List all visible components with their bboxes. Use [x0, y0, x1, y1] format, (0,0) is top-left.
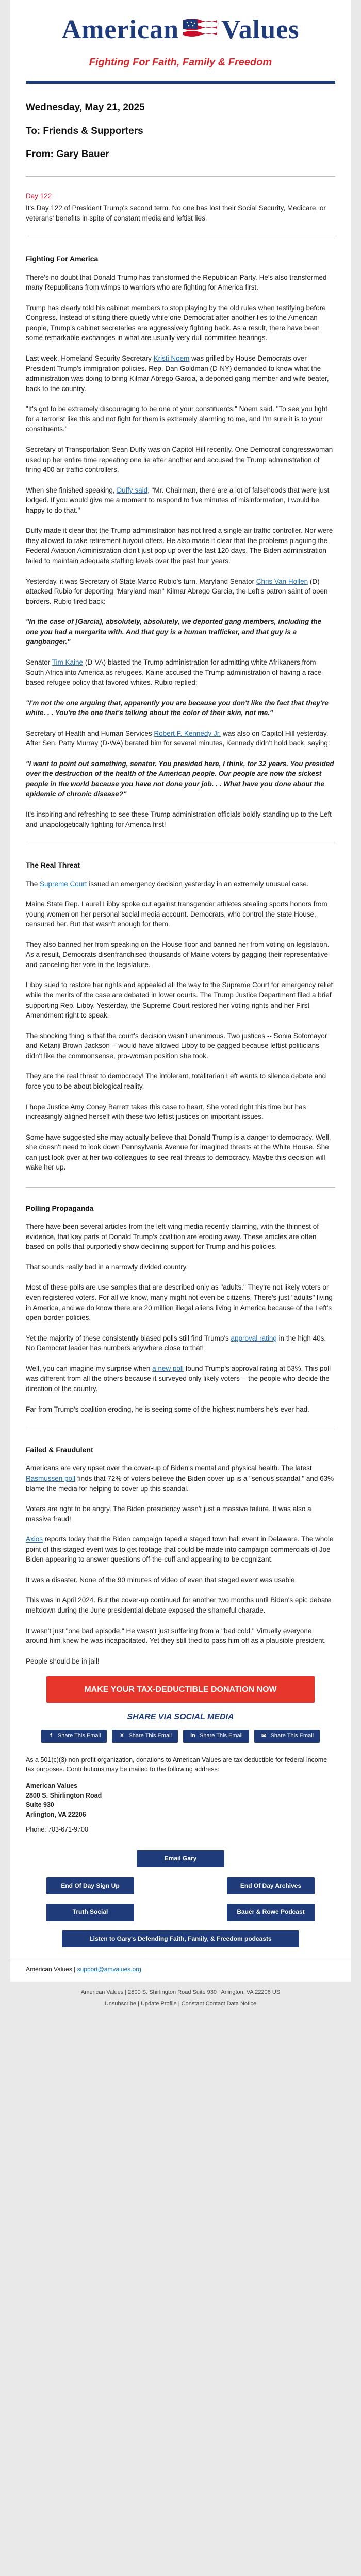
divider: [26, 1187, 335, 1188]
link-chris-van-hollen[interactable]: Chris Van Hollen: [256, 577, 308, 585]
logo: [26, 9, 335, 49]
podcast-button[interactable]: Bauer & Rowe Podcast: [227, 1904, 315, 1921]
email-container: [10, 0, 351, 1982]
email-gary-button[interactable]: Email Gary: [137, 1850, 224, 1867]
logo-text-right: Values: [221, 14, 300, 44]
paragraph: This was in April 2024. But the cover-up continued for another two months until Biden's epic debate meltdown during the June presidential debate exposed the shameful charade.: [26, 1596, 331, 1615]
linkedin-icon: in: [190, 1732, 195, 1739]
paragraph: Trump has clearly told his cabinet members to stop playing by the old rules when testifying before Congress. Instead of sitting there quietly while one Democrat after another lies to the American people, Trump's cabinet secretaries are aggressively fighting back. As a result, there have been some remarkable exchanges in what are usually very dull committee hearings.: [26, 303, 326, 342]
paragraph: They are the real threat to democracy! The intolerant, totalitarian Left wants to silence debate and force you to be about biological reality.: [26, 1072, 326, 1090]
paragraph: It was a disaster. None of the 90 minutes of video of even that staged event was usable.: [26, 1575, 297, 1584]
link-duffy-said[interactable]: Duffy said: [117, 486, 148, 494]
org-name: American Values: [26, 1782, 78, 1789]
paragraph: Secretary of Transportation Sean Duffy was on Capitol Hill recently. One Democrat congresswoman used up her entire time repeating one lie after another and accused the Trump administration of firing 400 air traffic controllers.: [26, 445, 333, 474]
facebook-icon: f: [50, 1732, 52, 1739]
button-row: [46, 1877, 315, 1894]
share-title: SHARE VIA SOCIAL MEDIA: [127, 1713, 234, 1722]
paragraph: Yesterday, it was Secretary of State Marco Rubio's turn. Maryland Senator Chris Van Hollen (D) attacked Rubio for deporting "Maryland man" Kilmar Abrego Garcia, the Left's patron saint of open borders. Rubio fired back:: [26, 577, 328, 605]
paragraph: They also banned her from speaking on the House floor and banned her from voting on legislation. As a result, Democrats disenfranchised thousands of Maine voters by gagging their representative and canceling her vote in the legislature.: [26, 940, 330, 969]
paragraph: There have been several articles from the left-wing media recently claiming, with the thinnest of evidence, that key parts of Donald Trump's coalition are eroding away. These articles are often based on polls that purportedly show declining support for Trump and his policies.: [26, 1223, 319, 1251]
link-axios[interactable]: Axios: [26, 1535, 43, 1544]
paragraph: Libby sued to restore her rights and appealed all the way to the Supreme Court for emergency relief while the merits of the case are debated in lower courts. The Trump Justice Department filed a brief supporting Rep. Libby. Yesterday, the Supreme Court restored her voting rights and her First Amendment right to speak.: [26, 981, 333, 1020]
section-title-fighting: Fighting For America: [26, 255, 99, 263]
paragraph: There's no doubt that Donald Trump has transformed the Republican Party. He's also transformed many Republicans from wimps to warriors who are fighting for America first.: [26, 273, 327, 292]
day-counter: Day 122: [26, 192, 52, 200]
paragraph: Maine State Rep. Laurel Libby spoke out against transgender athletes stealing sports honors from young women on her personal social media account. Democrats, who control the state House, censured her. But that wasn't enough for them.: [26, 900, 327, 928]
share-row: [26, 1730, 335, 1743]
phone: Phone: 703-671-9700: [26, 1825, 88, 1833]
address-line: Suite 930: [26, 1801, 54, 1809]
link-new-poll[interactable]: a new poll: [152, 1364, 184, 1372]
paragraph: "It's got to be extremely discouraging to be one of your constituents," Noem said. "To see you fight for a terrorist like this and not fight for them is extremely alarming to me, and I'm sure it is to your constituents.": [26, 405, 328, 433]
paragraph: That sounds really bad in a narrowly divided country.: [26, 1263, 188, 1271]
mailing-address: [26, 1781, 335, 1835]
paragraph: Duffy made it clear that the Trump administration has not fired a single air traffic controller. Nor were they allowed to take retirement buyout offers. He also made it clear that the problems plaguing the Federal Aviation Administration didn't just pop up over the last 120 days. The Biden administration failed to maintain adequate staffing levels over the past four years.: [26, 527, 333, 565]
paragraph: It's inspiring and refreshing to see these Trump administration officials boldly standing up to the Left and unapologetically fighting for America first!: [26, 810, 332, 828]
link-tim-kaine[interactable]: Tim Kaine: [52, 658, 84, 666]
section-title-real-threat: The Real Threat: [26, 861, 80, 870]
button-row: [46, 1904, 315, 1921]
paragraph: People should be in jail!: [26, 1657, 100, 1665]
outer-footer-address: American Values | 2800 S. Shirlington Road Suite 930 | Arlington, VA 22206 US: [80, 1989, 281, 1996]
link-supreme-court[interactable]: Supreme Court: [40, 879, 87, 888]
paragraph: When she finished speaking, Duffy said, "Mr. Chairman, there are a lot of falsehoods that were just lodged. If you would give me a moment to respond to five minutes of misinformation, I would be happy to do that.": [26, 486, 330, 514]
paragraph: Axios reports today that the Biden campaign taped a staged town hall event in Delaware. The whole point of this staged event was to get footage that could be made into campaign commercials of Joe Biden appearing to answer questions off-the-cuff and appearing to be cognizant.: [26, 1535, 334, 1564]
logo-text-left: American: [61, 14, 179, 44]
email-to: To: Friends & Supporters: [26, 125, 143, 137]
paragraph: I hope Justice Amy Coney Barrett takes this case to heart. She voted right this time but has increasingly aligned herself with these two leftist justices on important issues.: [26, 1103, 306, 1121]
quote: "In the case of [Garcia], absolutely, absolutely, we deported gang members, including the one you had a margarita with. And that guy is a human trafficker, and that guy is a gangbanger.": [26, 618, 322, 646]
paragraph: Secretary of Health and Human Services Robert F. Kennedy Jr. was also on Capitol Hill yesterday. After Sen. Patty Murray (D-WA) berated him for several minutes, Kennedy didn't hold back, saying:: [26, 729, 330, 748]
link-approval-rating[interactable]: approval rating: [231, 1334, 277, 1342]
paragraph: Well, you can imagine my surprise when a new poll found Trump's approval rating at 53%. This poll was different from all the others because it surveyed only likely voters -- the people who decide the direction of the country.: [26, 1364, 331, 1393]
quote: "I want to point out something, senator. You presided here, I think, for 32 years. You presided over the destruction of the health of the American people. Our people are now the sickest people in the world because you have not done your job. . . What have you done about the epidemic of chronic disease?": [26, 759, 334, 798]
share-linkedin-button[interactable]: in Share This Email: [183, 1730, 249, 1743]
share-facebook-button[interactable]: f Share This Email: [41, 1730, 107, 1743]
address-line: Arlington, VA 22206: [26, 1811, 86, 1819]
paragraph: Voters are right to be angry. The Biden presidency wasn't just a massive failure. It was also a massive fraud!: [26, 1505, 311, 1523]
intro-paragraph: It's Day 122 of President Trump's second term. No one has lost their Social Security, Medicare, or veterans' benefits in spite of constant media and leftist lies.: [26, 204, 326, 222]
share-email-button[interactable]: ✉ Share This Email: [254, 1730, 320, 1743]
link-kristi-noem[interactable]: Kristi Noem: [153, 354, 190, 362]
paragraph: The Supreme Court issued an emergency decision yesterday in an extremely unusual case.: [26, 879, 309, 888]
paragraph: The shocking thing is that the court's decision wasn't unanimous. Two justices -- Sonia Sotomayor and Ketanji Brown Jackson -- would have allowed Libby to be gagged because leftist politicians didn't like the commonsense, pro-woman position she took.: [26, 1031, 327, 1060]
archives-button[interactable]: End Of Day Archives: [227, 1877, 315, 1894]
signup-button[interactable]: End Of Day Sign Up: [46, 1877, 134, 1894]
paragraph: Americans are very upset over the cover-up of Biden's mental and physical health. The latest Rasmussen poll finds that 72% of voters believe the Biden cover-up is a "serious scandal," and 63% blame the media for helping to cover up this scandal.: [26, 1464, 334, 1493]
donate-button[interactable]: MAKE YOUR TAX-DEDUCTIBLE DONATION NOW: [46, 1676, 315, 1703]
tax-disclaimer: As a 501(c)(3) non-profit organization, donations to American Values are tax deductible for federal income tax purposes. Contributions may be mailed to the following address:: [26, 1756, 327, 1773]
truth-social-button[interactable]: Truth Social: [46, 1904, 134, 1921]
divider: [26, 176, 335, 177]
paragraph: It wasn't just "one bad episode." He wasn't just suffering from a "bad cold." Virtually everyone around him knew he was incapacitated. Yet they still tried to pass him off as a plausible president.: [26, 1626, 326, 1645]
contact-line: American Values | support@amvalues.org: [10, 1958, 351, 1982]
support-email-link[interactable]: support@amvalues.org: [77, 1965, 141, 1973]
address-line: 2800 S. Shirlington Road: [26, 1791, 102, 1799]
paragraph: Last week, Homeland Security Secretary Kristi Noem was grilled by House Democrats over President Trump's immigration policies. Rep. Dan Goldman (D-NY) demanded to know what the administration was doing to bring Kilmar Abrego Garcia, a deported gang member and wife beater, back to the country.: [26, 354, 329, 393]
meta-block: [26, 100, 335, 162]
listen-podcasts-button[interactable]: Listen to Gary's Defending Faith, Family, & Freedom podcasts: [62, 1930, 299, 1947]
quote: "I'm not the one arguing that, apparently you are because you don't like the fact that they're white. . . You're the one that's talking about the color of their skin, not me.": [26, 699, 329, 717]
paragraph: Senator Tim Kaine (D-VA) blasted the Trump administration for admitting white Afrikaners from South Africa into America as refugees. Kaine accused the Trump administration of having a race-based refugee policy that favored whites. Rubio replied:: [26, 658, 324, 687]
paragraph: Yet the majority of these consistently biased polls still find Trump's approval rating in the high 40s. No Democrat leader has numbers anywhere close to that!: [26, 1334, 326, 1352]
email-body: [10, 84, 351, 1947]
link-rasmussen-poll[interactable]: Rasmussen poll: [26, 1474, 76, 1482]
share-x-button[interactable]: X Share This Email: [112, 1730, 178, 1743]
flag-icon: [182, 17, 218, 42]
paragraph: Most of these polls are use samples that are described only as "adults." They're not likely voters or even registered voters. For all we know, many might not even be citizens. There's just "adults" living in America, and we do know there are 20 million illegal aliens living in America because of the Left's open-border policies.: [26, 1283, 333, 1322]
email-from: From: Gary Bauer: [26, 149, 109, 160]
section-title-polling: Polling Propaganda: [26, 1204, 94, 1212]
tagline: Fighting For Faith, Family & Freedom: [89, 57, 272, 68]
section-title-failed: Failed & Fraudulent: [26, 1446, 93, 1454]
email-header: [10, 0, 351, 81]
envelope-icon: ✉: [261, 1732, 267, 1739]
x-icon: X: [120, 1732, 124, 1739]
link-rfk-jr[interactable]: Robert F. Kennedy Jr.: [154, 729, 221, 737]
paragraph: Some have suggested she may actually believe that Donald Trump is a danger to democracy. Well, she doesn't need to look down Pennsylvania Avenue for imagined threats at the White House. She can just look over at her two colleagues to see real threats to democracy. Maybe this decision will wake her up.: [26, 1133, 331, 1172]
paragraph: Far from Trump's coalition eroding, he is seeing some of the highest numbers he's ever had.: [26, 1405, 309, 1413]
outer-footer-links[interactable]: Unsubscribe | Update Profile | Constant Contact Data Notice: [104, 2001, 257, 2007]
email-date: Wednesday, May 21, 2025: [26, 102, 145, 113]
